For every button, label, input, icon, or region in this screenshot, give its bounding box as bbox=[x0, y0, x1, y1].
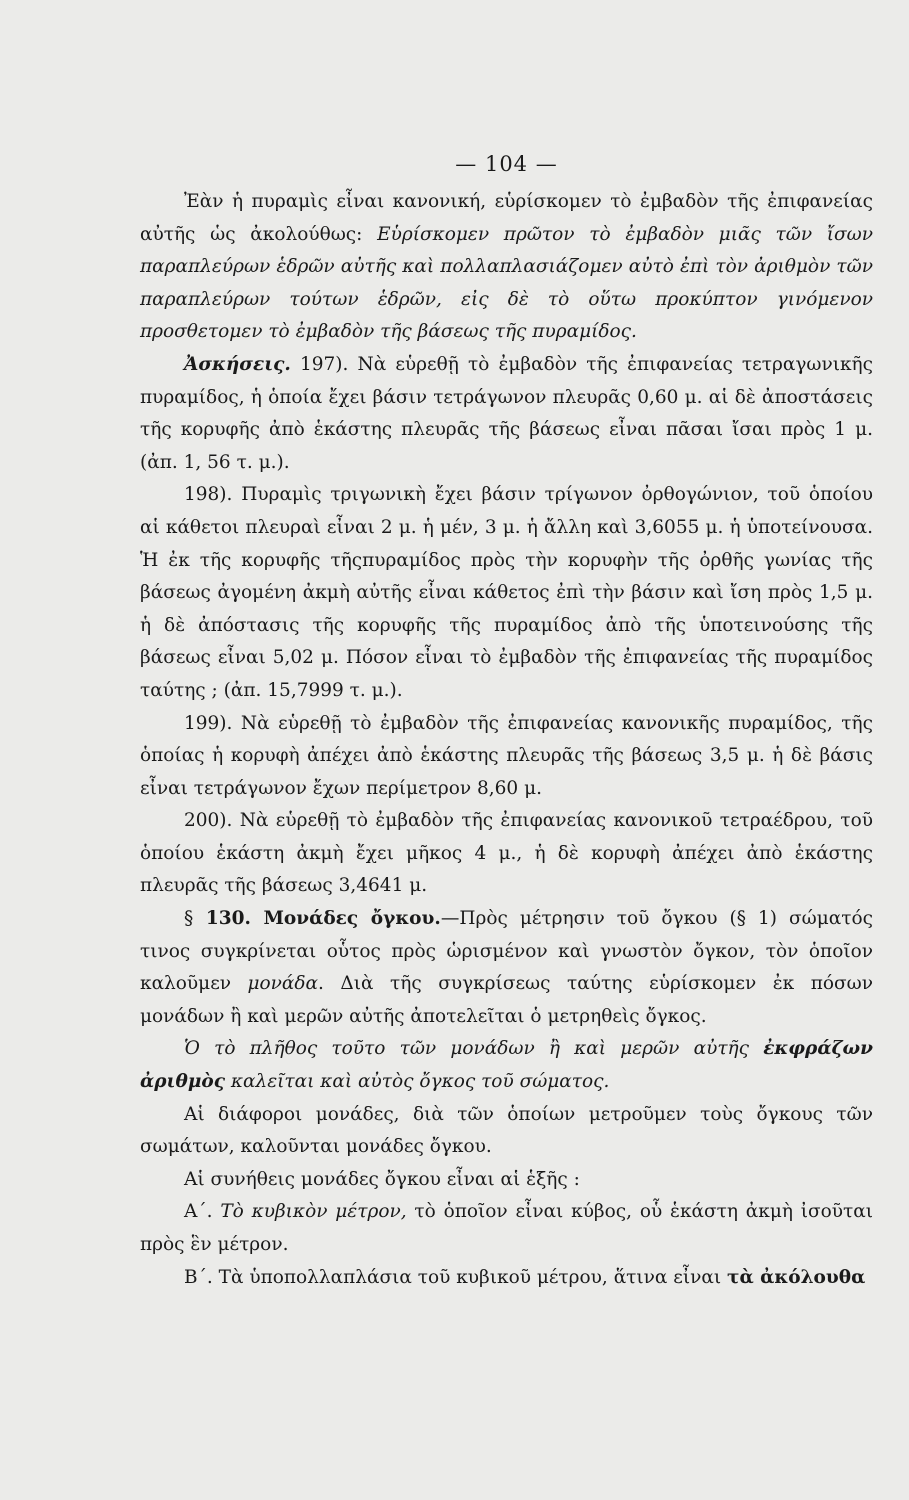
section-130 bbox=[140, 903, 873, 1033]
definition-a: Ὁ τὸ πλῆθος τοῦτο τῶν μονάδων ἢ καὶ μερῶν αὐτῆς bbox=[184, 1038, 764, 1060]
definition-c: καλεῖται καὶ αὐτὸς ὄγκος τοῦ σώματος. bbox=[224, 1071, 610, 1093]
intro-sentence: Ἐὰν ἡ πυραμὶς εἶναι κανονική, εὑρίσκομεν τὸ ἐμβαδὸν τῆς ἐπιφανείας αὐτῆς ὡς ἀκολούθως: bbox=[140, 191, 873, 245]
section-text-a: —Πρὸς μέτρησιν τοῦ ὄγκου (§ 1) σώματός τινος συγκρίνεται οὗτος πρὸς ὡρισμένον καὶ γνωστὸν ὄγκον, τὸν ὁποῖον καλοῦμεν bbox=[140, 908, 874, 995]
page-number: — 104 — bbox=[455, 152, 558, 176]
unit-b-label: Β΄. bbox=[184, 1266, 213, 1288]
section-symbol: § bbox=[184, 908, 194, 930]
common-units-intro: Αἱ συνήθεις μονάδες ὄγκου εἶναι αἱ ἑξῆς : bbox=[184, 1168, 580, 1190]
units-paragraph: Αἱ διάφοροι μονάδες, διὰ τῶν ὁποίων μετροῦμεν τοὺς ὄγκους τῶν σωμάτων, καλοῦνται μονάδες ὄγκου. bbox=[140, 1103, 873, 1158]
exercise-200: 200). Νὰ εὑρεθῇ τὸ ἐμβαδὸν τῆς ἐπιφανείας κανονικοῦ τετραέδρου, τοῦ ὁποίου ἑκάστη ἀκμὴ ἔχει μῆκος 4 μ., ἡ δὲ κορυφὴ ἀπέχει ἀπὸ ἑκάστης πλευρᾶς τῆς βάσεως 3,4641 μ. bbox=[140, 810, 873, 897]
rule-italic: Εὑρίσκομεν πρῶτον τὸ ἐμβαδὸν μιᾶς τῶν ἴσων παραπλεύρων ἑδρῶν αὐτῆς καὶ πολλαπλασιάζομεν αὐτὸ ἐπὶ τὸν ἀριθμὸν τῶν παραπλεύρων τούτων ἑδρῶν, εἰς δὲ τὸ οὕτω προκύπτον γινόμενον προσθετομεν τὸ ἐμβαδὸν τῆς βάσεως τῆς πυραμίδος. bbox=[140, 223, 874, 343]
exercise-197-text: 197). Νὰ εὑρεθῇ τὸ ἐμβαδὸν τῆς ἐπιφανείας τετραγωνικῆς πυραμίδος, ἡ ὁποία ἔχει βάσιν τετράγωνον πλευρᾶς 0,60 μ. αἱ δὲ ἀποστάσεις τῆς κορυφῆς ἀπὸ ἑκάστης πλευρᾶς τῆς βάσεως εἶναι πᾶσαι ἴσαι πρὸς 1 μ. (ἀπ. 1, 56 τ. μ.). bbox=[140, 353, 873, 473]
exercises-label: Ἀσκήσεις. bbox=[184, 353, 291, 375]
paragraph-pyramid-surface bbox=[140, 186, 873, 349]
section-heading: 130. Μονάδες ὄγκου. bbox=[193, 908, 441, 930]
definition-volume bbox=[140, 1033, 873, 1098]
section-term-unit: μονάδα bbox=[247, 973, 319, 995]
exercise-199: 199). Νὰ εὑρεθῇ τὸ ἐμβαδὸν τῆς ἐπιφανείας κανονικῆς πυραμίδος, τῆς ὁποίας ἡ κορυφὴ ἀπέχει ἀπὸ ἑκάστης πλευρᾶς τῆς βάσεως 3,5 μ. ἡ δὲ βάσις εἶναι τετράγωνον ἔχων περίμετρον 8,60 μ. bbox=[140, 712, 873, 799]
page-body bbox=[140, 186, 873, 1294]
unit-b bbox=[140, 1262, 873, 1295]
unit-b-bold: τὰ ἀκόλουθα bbox=[727, 1266, 866, 1288]
unit-a-text: τὸ ὁποῖον εἶναι κύβος, οὗ ἑκάστη ἀκμὴ ἰσοῦται πρὸς ἓν μέτρον. bbox=[140, 1201, 873, 1255]
exercise-197 bbox=[140, 349, 873, 479]
definition-term: ἐκφράζων ἀριθμὸς bbox=[140, 1038, 873, 1093]
unit-a-label: Α΄. bbox=[184, 1201, 213, 1223]
unit-a bbox=[140, 1196, 873, 1261]
unit-b-text: Τὰ ὑποπολλαπλάσια τοῦ κυβικοῦ μέτρου, ἅτινα εἶναι bbox=[212, 1266, 728, 1288]
exercise-198: 198). Πυραμὶς τριγωνικὴ ἔχει βάσιν τρίγωνον ὀρθογώνιον, τοῦ ὁποίου αἱ κάθετοι πλευραὶ εἶναι 2 μ. ἡ μέν, 3 μ. ἡ ἄλλη καὶ 3,6055 μ. ἡ ὑποτείνουσα. Ἡ ἐκ τῆς κορυφῆς τῆςπυραμίδος πρὸς τὴν κορυφὴν τῆς ὀρθῆς γωνίας τῆς βάσεως ἀγομένη ἀκμὴ αὐτῆς εἶναι κάθετος ἐπὶ τὴν βάσιν καὶ ἴση πρὸς 1,5 μ. ἡ δὲ ἀπόστασις τῆς κορυφῆς τῆς πυραμίδος ἀπὸ τῆς ὑποτεινούσης τῆς βάσεως εἶναι 5,02 μ. Πόσον εἶναι τὸ ἐμβαδὸν τῆς ἐπιφανείας τῆς πυραμίδος ταύτης ; (ἀπ. 15,7999 τ. μ.). bbox=[140, 484, 873, 701]
unit-a-name: Τὸ κυβικὸν μέτρον, bbox=[212, 1201, 407, 1223]
section-text-c: . Διὰ τῆς συγκρίσεως ταύτης εὑρίσκομεν ἐκ πόσων μονάδων ἢ καὶ μερῶν αὐτῆς ἀποτελεῖται ὁ μετρηθεὶς ὄγκος. bbox=[140, 973, 873, 1027]
